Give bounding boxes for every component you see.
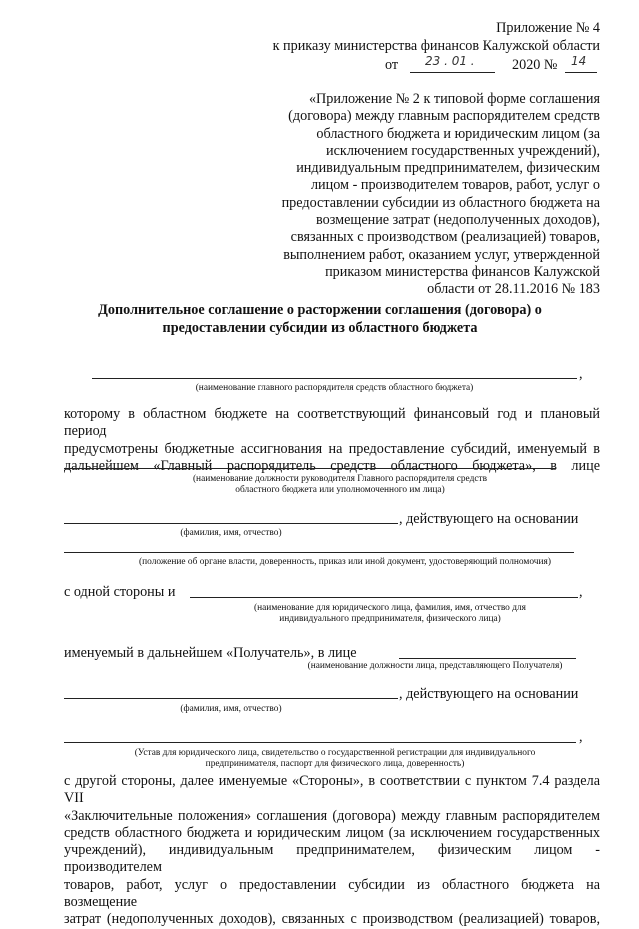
annex-line: возмещение затрат (недополученных доходов), (316, 212, 600, 229)
annex-line: областного бюджета и юридическим лицом (за (316, 125, 600, 142)
paragraph-line: предусмотрены бюджетные ассигнования на предоставление субсидий, именуемый в (64, 440, 600, 457)
paragraph-line: «Заключительные положения» соглашения (договора) между главным распорядителем (64, 807, 600, 824)
title-line-1: Дополнительное соглашение о расторжении соглашения (договора) о (98, 302, 542, 318)
year-number-label: 2020 № (512, 57, 558, 73)
annex-line: области от 28.11.2016 № 183 (427, 281, 600, 298)
head-fio-field[interactable] (64, 523, 398, 524)
comma: , (579, 366, 583, 382)
annex-reference-block (260, 91, 600, 299)
number-underline (565, 72, 597, 73)
hint-line: (наименование должности руководителя Главного распорядителя средств (192, 474, 488, 484)
recipient-name-field[interactable] (190, 597, 578, 598)
main-manager-field[interactable] (92, 378, 577, 379)
basis-document-field[interactable] (64, 552, 574, 553)
paragraph-budget (64, 406, 600, 475)
paragraph-line: товаров, работ, услуг о предоставлении субсидии из областного бюджета на возмещение (64, 876, 600, 911)
charter-document-field[interactable] (64, 742, 576, 743)
recipient-person-label: именуемый в дальнейшем «Получатель», в лице (64, 645, 357, 661)
annex-line: приказом министерства финансов Калужской (325, 263, 600, 280)
handwritten-number: 14 (571, 54, 587, 68)
paragraph-line: с другой стороны, далее именуемые «Стороны», в соответствии с пунктом 7.4 раздела VII (64, 773, 600, 807)
paragraph-line: дальнейшем «Главный распорядитель средств областного бюджета», в лице (64, 457, 600, 474)
paragraph-line: которому в областном бюджете на соответствующий финансовый год и плановый период (64, 406, 600, 440)
annex-line: предоставлении субсидии из областного бюджета на (281, 194, 600, 211)
hint-line: индивидуального предпринимателя, физического лица) (279, 614, 501, 624)
recipient-position-field[interactable] (399, 658, 576, 659)
hint-charter (80, 748, 590, 770)
annex-line: «Приложение № 2 к типовой форме соглашения (308, 91, 600, 107)
annex-line: исключением государственных учреждений), (326, 142, 600, 159)
one-side-label: с одной стороны и (64, 584, 176, 600)
title-line-2: предоставлении субсидии из областного бюджета (162, 319, 478, 336)
comma: , (579, 584, 583, 600)
head-position-field[interactable] (64, 468, 556, 469)
paragraph-line: учреждений), индивидуальным предпринимателем, физическим лицом - производителем (64, 842, 600, 876)
annex-line: выполнением работ, оказанием услуг, утвержденной (283, 246, 600, 263)
date-prefix: от (385, 57, 399, 73)
hint-recipient (200, 603, 580, 625)
hint-line: областного бюджета или уполномоченного им лица) (235, 485, 445, 495)
hint-line: (наименование для юридического лица, фамилия, имя, отчество для (254, 603, 526, 613)
hint-line: (Устав для юридического лица, свидетельство о государственной регистрации для индивидуального (134, 748, 536, 758)
order-date-line (385, 54, 605, 75)
handwritten-date: 23 . 01 . (425, 54, 475, 68)
annex-line: индивидуальным предпринимателем, физическим (296, 160, 600, 177)
paragraph-parties (64, 773, 600, 929)
hint-fio: (фамилия, имя, отчество) (180, 528, 282, 538)
hint-line: предпринимателя, паспорт для физического лица, доверенность) (205, 759, 465, 769)
annex-line: связанных с производством (реализацией) товаров, (290, 229, 600, 246)
hint-head-position (150, 474, 530, 496)
order-reference: к приказу министерства финансов Калужской области (272, 38, 600, 54)
date-underline (410, 72, 495, 73)
annex-line: (договора) между главным распорядителем средств (288, 108, 600, 125)
document-title (60, 302, 580, 337)
comma: , (579, 729, 583, 745)
acting-basis-label-2: , действующего на основании (399, 686, 579, 702)
hint-main-manager: (наименование главного распорядителя средств областного бюджета) (195, 383, 474, 393)
recipient-fio-field[interactable] (64, 698, 398, 699)
hint-fio-2: (фамилия, имя, отчество) (180, 704, 282, 714)
hint-recipient-position: (наименование должности лица, представляющего Получателя) (307, 661, 563, 671)
annex-number: Приложение № 4 (496, 20, 600, 36)
annex-line: лицом - производителем товаров, работ, услуг о (310, 177, 600, 194)
paragraph-line: средств областного бюджета и юридическим лицом (за исключением государственных (64, 824, 600, 841)
acting-basis-label: , действующего на основании (399, 511, 579, 527)
paragraph-line: затрат (недополученных доходов), связанных с производством (реализацией) товаров, (64, 911, 600, 928)
hint-basis-document: (положение об органе власти, доверенность, приказ или иной документ, удостоверяющий полномочия) (139, 557, 551, 567)
